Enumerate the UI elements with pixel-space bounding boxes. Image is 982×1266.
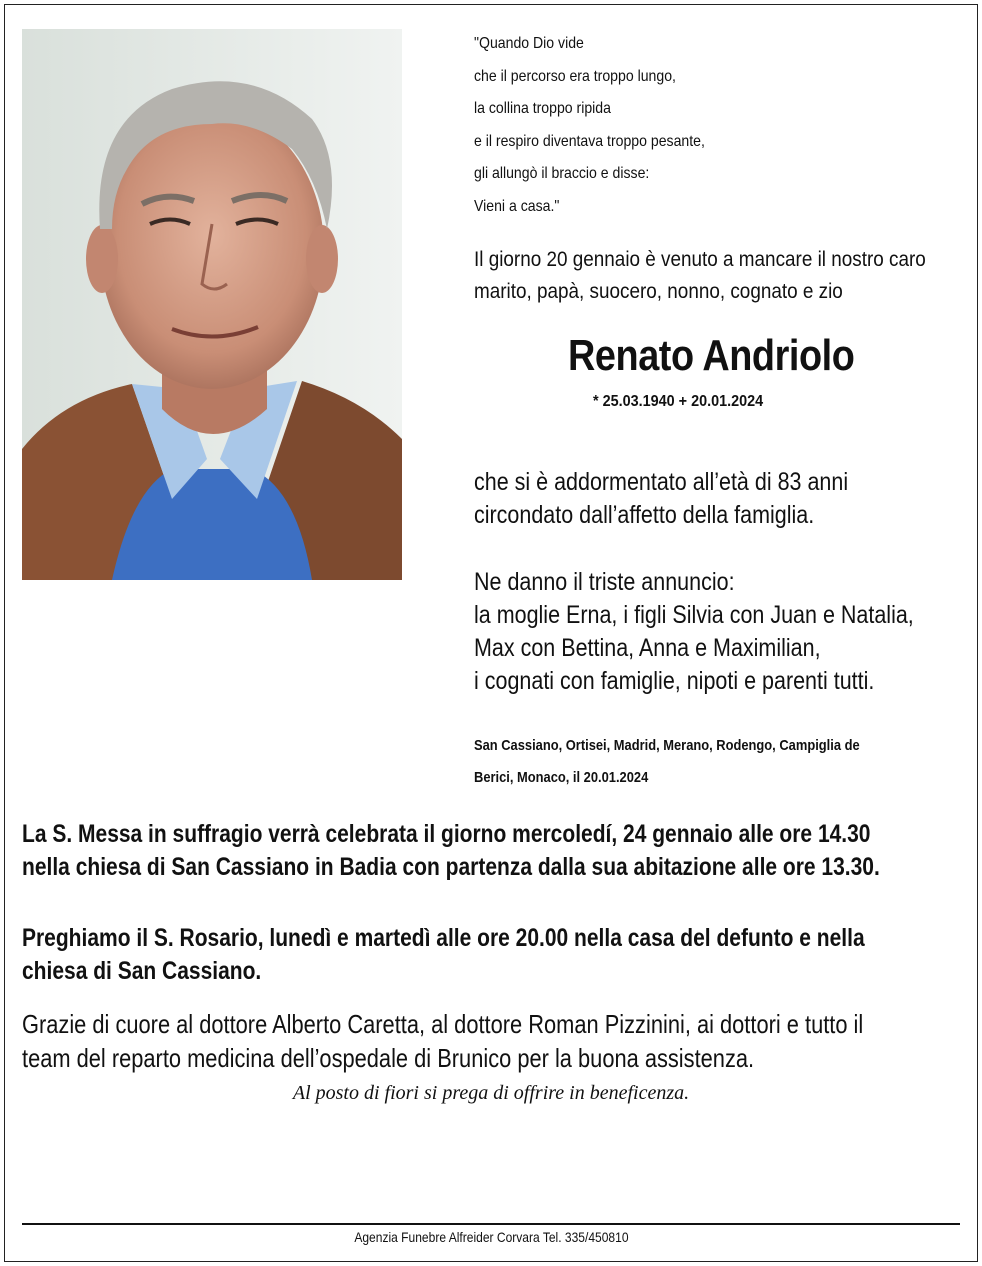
quote-line: gli allungò il braccio e disse: bbox=[474, 165, 650, 182]
mass-notice bbox=[22, 818, 982, 884]
places-line: San Cassiano, Ortisei, Madrid, Merano, Rodengo, Campiglia de bbox=[474, 737, 860, 754]
agency-text: Agenzia Funebre Alfreider Corvara Tel. 335/450810 bbox=[353, 1229, 629, 1245]
rosary-notice bbox=[22, 922, 982, 988]
rosary-line: chiesa di San Cassiano. bbox=[22, 957, 262, 985]
announcement-line: i cognati con famiglie, nipoti e parenti tutti. bbox=[474, 667, 875, 695]
intro-line: Il giorno 20 gennaio è venuto a mancare il nostro caro bbox=[474, 248, 926, 271]
portrait-icon bbox=[22, 29, 402, 580]
rosary-line: Preghiamo il S. Rosario, lunedì e martedì alle ore 20.00 nella casa del defunto e nella bbox=[22, 924, 865, 952]
age-line: che si è addormentato all’età di 83 anni bbox=[474, 468, 849, 496]
places-line: Berici, Monaco, il 20.01.2024 bbox=[474, 769, 649, 786]
life-dates: * 25.03.1940 + 20.01.2024 bbox=[593, 393, 764, 410]
portrait-photo bbox=[22, 29, 402, 580]
places-date bbox=[474, 730, 922, 794]
intro-line: marito, papà, suocero, nonno, cognato e zio bbox=[474, 280, 843, 303]
announcement-line: Max con Bettina, Anna e Maximilian, bbox=[474, 634, 821, 662]
quote-line: e il respiro diventava troppo pesante, bbox=[474, 132, 705, 150]
intro-text bbox=[474, 244, 974, 308]
quote-line: che il percorso era troppo lungo, bbox=[474, 67, 676, 85]
quote-line: Vieni a casa." bbox=[474, 197, 560, 215]
mass-line: nella chiesa di San Cassiano in Badia con partenza dalla sua abitazione alle ore 13.30. bbox=[22, 853, 880, 881]
age-text bbox=[474, 466, 909, 532]
agency-footer bbox=[0, 1229, 982, 1245]
thanks-line: team del reparto medicina dell’ospedale di Brunico per la buona assistenza. bbox=[22, 1043, 755, 1073]
thanks-text bbox=[22, 1007, 982, 1075]
mass-line: La S. Messa in suffragio verrà celebrata il giorno mercoledí, 24 gennaio alle ore 14.30 bbox=[22, 820, 871, 848]
quote-block bbox=[474, 28, 944, 223]
footer-divider bbox=[22, 1223, 960, 1225]
thanks-line: Grazie di cuore al dottore Alberto Caretta, al dottore Roman Pizzinini, ai dottori e tutto il bbox=[22, 1009, 864, 1039]
deceased-name: Renato Andriolo bbox=[568, 331, 855, 380]
quote-line: "Quando Dio vide bbox=[474, 35, 584, 52]
announcement-text bbox=[474, 566, 982, 698]
announcement-line: Ne danno il triste annuncio: bbox=[474, 568, 735, 596]
announcement-line: la moglie Erna, i figli Silvia con Juan e Natalia, bbox=[474, 601, 914, 629]
quote-line: la collina troppo ripida bbox=[474, 100, 611, 117]
flowers-note: Al posto di fiori si prega di offrire in beneficenza. bbox=[292, 1082, 690, 1104]
age-line: circondato dall’affetto della famiglia. bbox=[474, 501, 815, 529]
